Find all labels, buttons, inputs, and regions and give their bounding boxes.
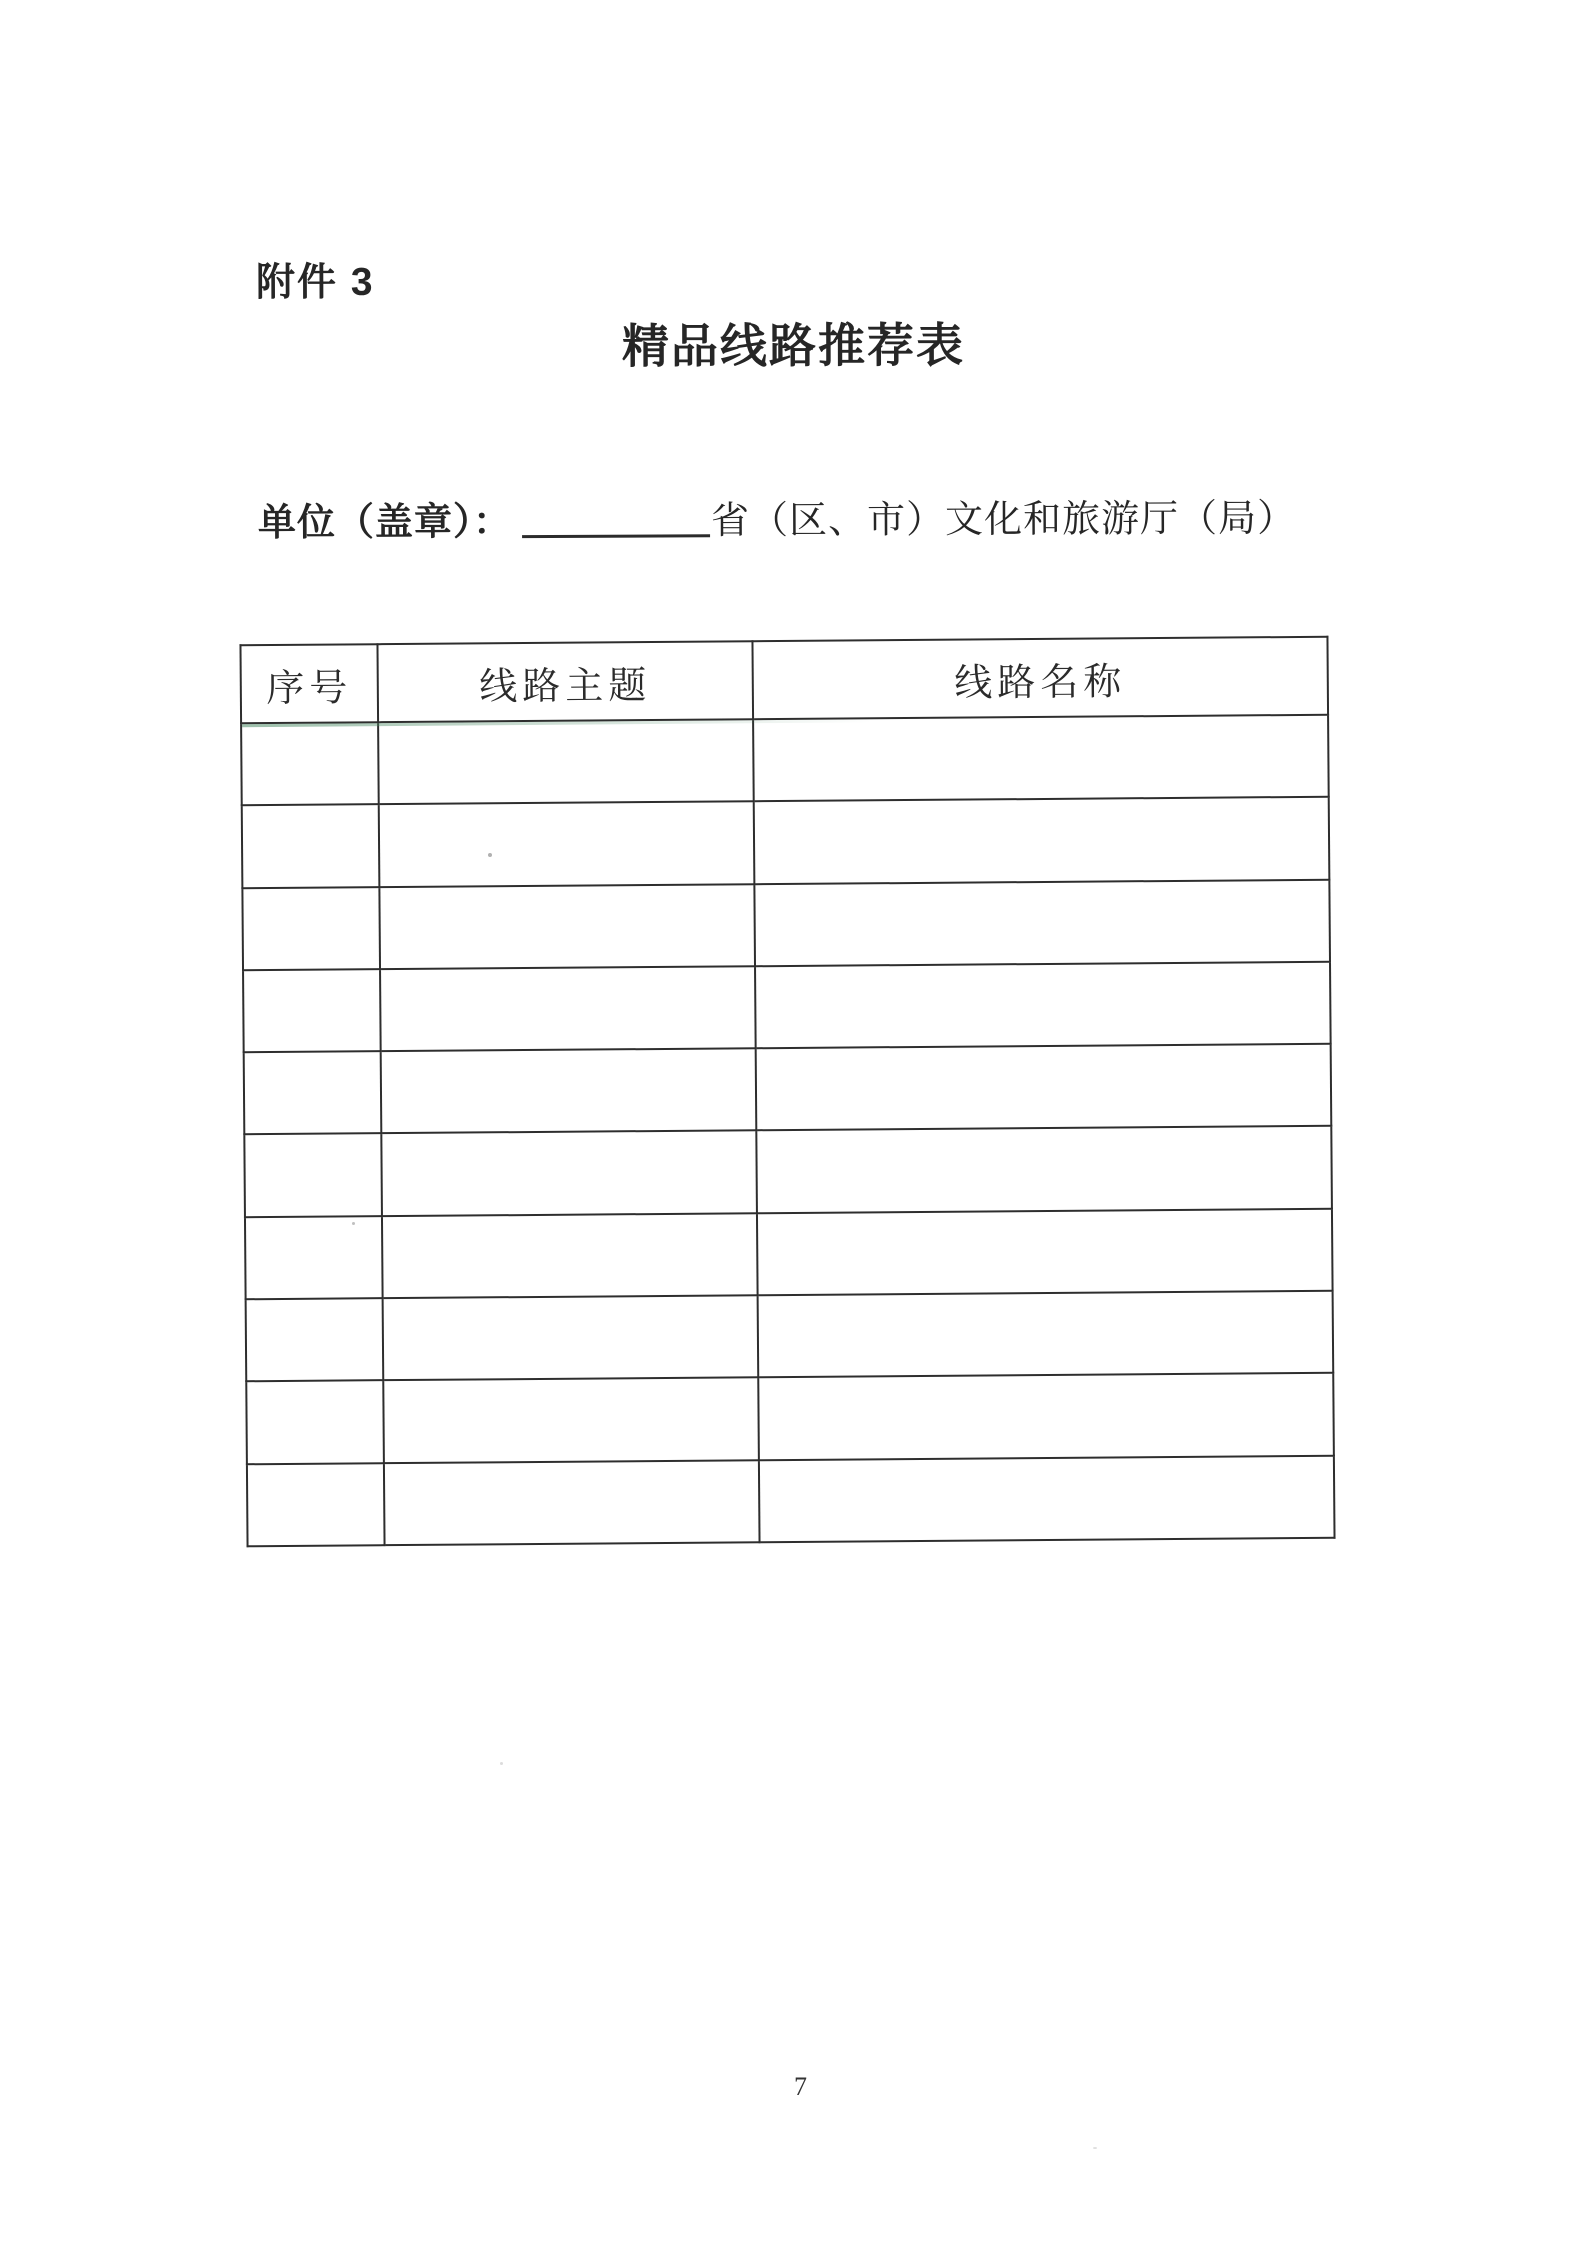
table-cell [383,1295,759,1380]
table-cell [379,802,755,887]
table-cell [381,1048,757,1133]
table-row [245,1209,1333,1300]
table-cell [242,804,380,887]
unit-seal-label: 单位（盖章）： [257,501,513,545]
unit-suffix-label: 省（区、市）文化和旅游厅（局） [710,497,1297,543]
table-cell [756,1044,1332,1131]
table-cell [381,1131,757,1216]
table-cell [384,1460,760,1545]
table-body [241,715,1334,1546]
table-cell [759,1455,1335,1542]
table-row [246,1373,1334,1464]
table-cell [247,1463,385,1546]
table-cell [246,1298,384,1381]
table-row [247,1455,1335,1546]
table-cell [756,1126,1332,1213]
table-row [242,797,1330,888]
table-row [243,962,1331,1053]
table-cell [758,1291,1334,1378]
table-cell [241,722,379,805]
header-route-name: 线路名称 [752,637,1328,720]
page-number: 7 [794,2072,807,2101]
table-cell [379,884,755,969]
table-cell [242,887,380,970]
scan-speck [1093,2147,1097,2149]
table-row [242,879,1330,970]
table-cell [244,1051,382,1134]
table-cell [243,969,381,1052]
table-cell [757,1209,1333,1296]
header-route-theme: 线路主题 [377,641,753,722]
attachment-label: 附件 3 [255,260,375,305]
table-row [244,1126,1332,1217]
table-cell [382,1213,758,1298]
routes-table-wrap [239,636,1333,1547]
table-cell [755,962,1331,1049]
page-title: 精品线路推荐表 [621,318,966,373]
table-cell [244,1134,382,1217]
table-cell [245,1216,383,1299]
fill-in-blank-line [522,500,710,538]
unit-seal-line [258,494,1296,549]
table-cell [753,715,1329,802]
table-cell [383,1378,759,1463]
table-cell [754,797,1330,884]
table-cell [378,719,754,804]
header-serial-number: 序号 [240,644,378,723]
table-header-row [240,637,1328,724]
table-row [246,1291,1334,1382]
table-cell [754,879,1330,966]
table-cell [380,966,756,1051]
routes-table [239,636,1335,1547]
scan-speck [500,1762,503,1765]
table-cell [758,1373,1334,1460]
table-row [241,715,1329,806]
table-cell [246,1381,384,1464]
table-row [244,1044,1332,1135]
